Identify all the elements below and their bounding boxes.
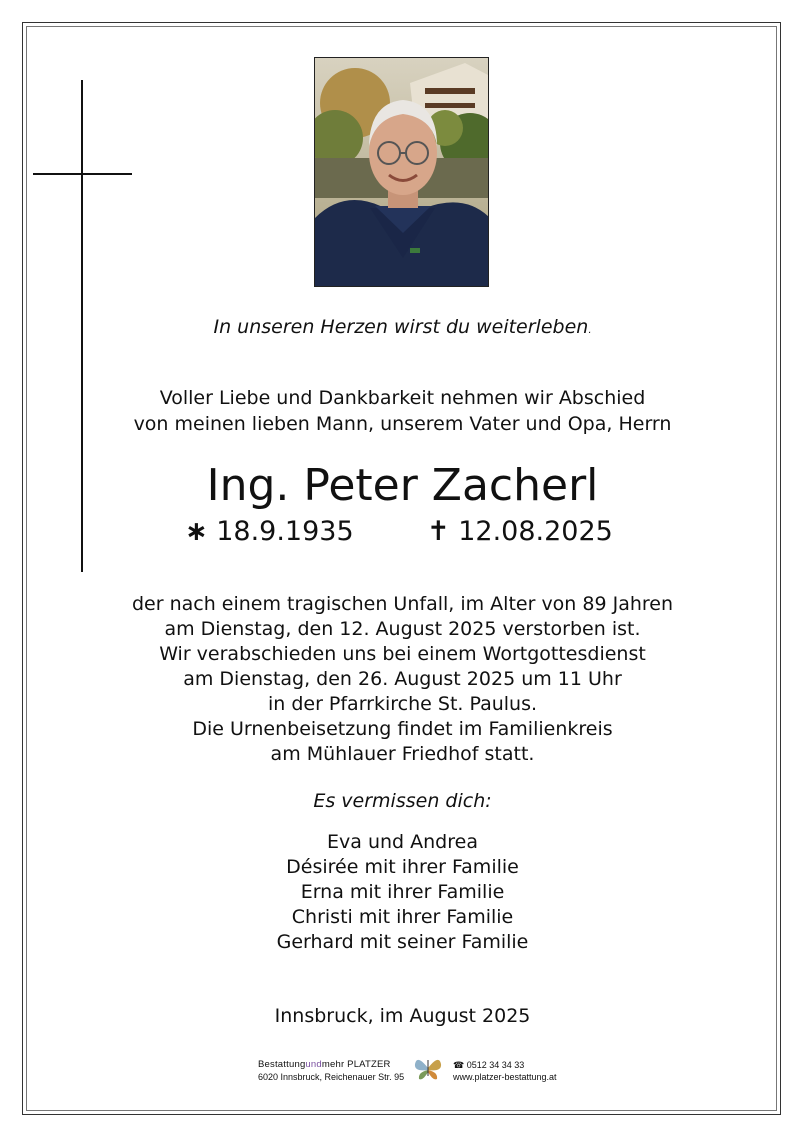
brand-part: und	[305, 1059, 322, 1070]
birth-star-icon: ∗	[185, 516, 208, 547]
death-date-text: 12.08.2025	[458, 516, 613, 547]
motto-text: In unseren Herzen wirst du weiterleben	[213, 316, 589, 338]
phone-icon: ☎	[453, 1060, 465, 1070]
undertaker-brand	[258, 1059, 404, 1071]
deceased-name: Ing. Peter Zacherl	[206, 460, 599, 511]
undertaker-website[interactable]: www.platzer-bestattung.at	[453, 1072, 557, 1082]
mourners-list	[0, 830, 805, 955]
intro-line: Voller Liebe und Dankbarkeit nehmen wir Abschied	[159, 387, 646, 409]
announcement-line: am Dienstag, den 26. August 2025 um 11 Uhr	[183, 668, 622, 690]
undertaker-contact	[453, 1059, 557, 1083]
brand-part: Bestattung	[258, 1059, 306, 1070]
announcement-line: in der Pfarrkirche St. Paulus.	[267, 693, 538, 715]
death-cross-icon: ✝	[427, 516, 450, 547]
mourner-item: Eva und Andrea	[327, 831, 478, 853]
birth-date-text: 18.9.1935	[216, 516, 354, 547]
place-and-date: Innsbruck, im August 2025	[274, 1005, 531, 1027]
cross-horizontal-bar	[33, 173, 132, 175]
undertaker-phone	[453, 1059, 557, 1071]
announcement-line: der nach einem tragischen Unfall, im Alter von 89 Jahren	[131, 593, 674, 615]
birth-date	[185, 515, 354, 549]
motto-dot: .	[588, 325, 592, 336]
brand-part: PLATZER	[344, 1059, 391, 1070]
announcement-line: Wir verabschieden uns bei einem Wortgottesdienst	[159, 643, 646, 665]
mourner-item: Erna mit ihrer Familie	[300, 881, 505, 903]
memorial-motto	[0, 316, 805, 338]
intro-text	[0, 385, 805, 437]
portrait-photo	[314, 57, 489, 287]
intro-line: von meinen lieben Mann, unserem Vater und Opa, Herrn	[133, 413, 672, 435]
brand-part: mehr	[321, 1059, 345, 1070]
phone-number: 0512 34 34 33	[466, 1060, 525, 1070]
announcement-line: Die Urnenbeisetzung findet im Familienkreis	[192, 718, 613, 740]
undertaker-info	[258, 1059, 404, 1083]
mourner-item: Gerhard mit seiner Familie	[276, 931, 529, 953]
butterfly-logo-icon	[413, 1054, 443, 1082]
mourner-item: Christi mit ihrer Familie	[291, 906, 514, 928]
announcement-text	[0, 592, 805, 767]
announcement-line: am Mühlauer Friedhof statt.	[270, 743, 535, 765]
mourners-heading: Es vermissen dich:	[313, 790, 492, 812]
death-date	[427, 515, 613, 549]
undertaker-address: 6020 Innsbruck, Reichenauer Str. 95	[258, 1072, 405, 1082]
announcement-line: am Dienstag, den 12. August 2025 verstorben ist.	[164, 618, 641, 640]
mourner-item: Désirée mit ihrer Familie	[286, 856, 519, 878]
